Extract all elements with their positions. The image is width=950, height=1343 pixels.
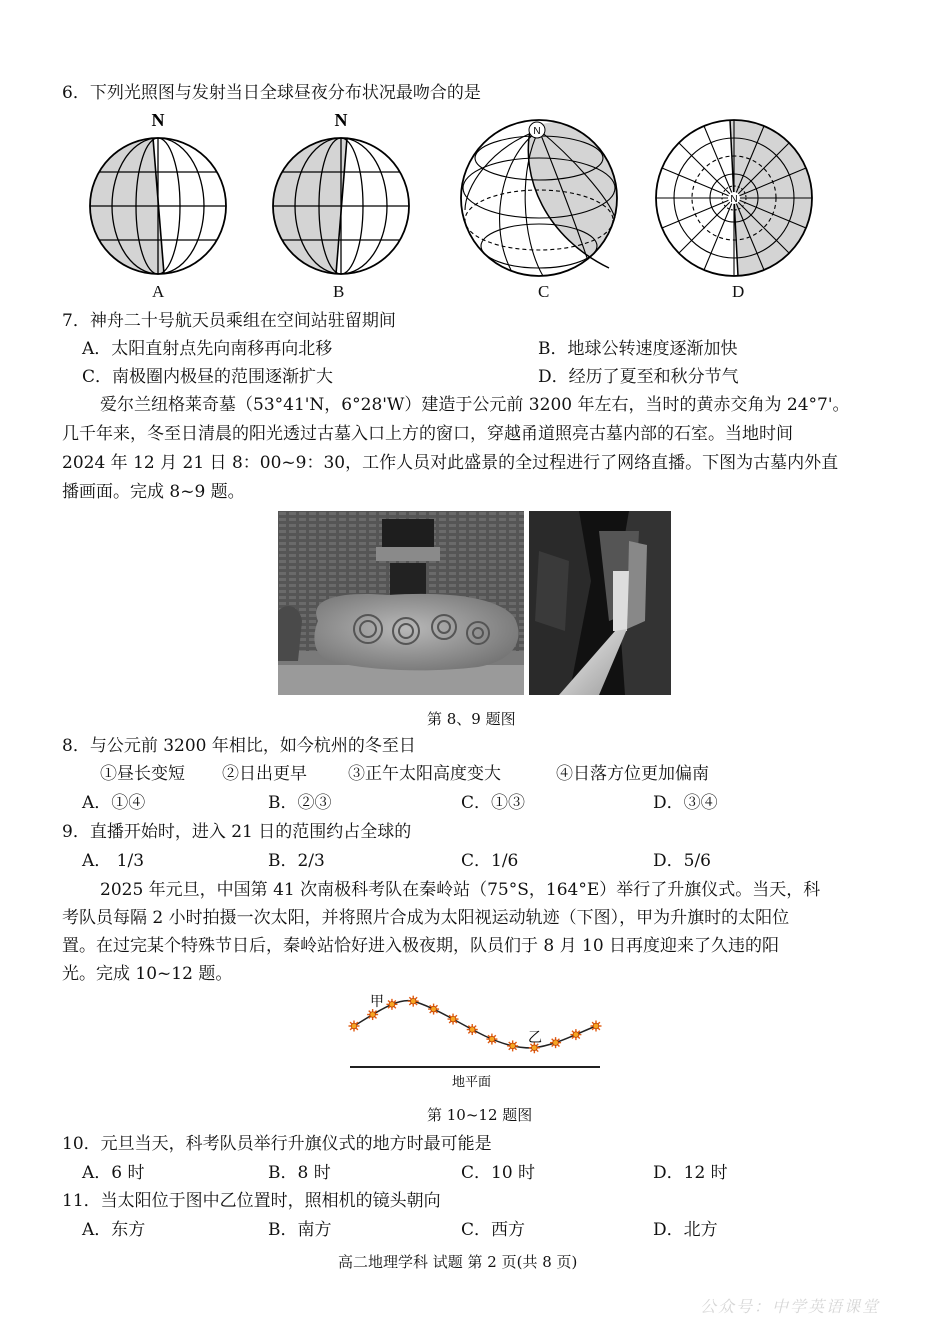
q9-option-a: A． 1/3 — [82, 851, 145, 871]
page-footer: 高二地理学科 试题 第 2 页(共 8 页) — [338, 1253, 578, 1271]
sun-marker — [507, 1040, 518, 1051]
north-mark-c: N — [533, 126, 541, 137]
passage2-line2: 考队员每隔 2 小时拍摄一次太阳，并将照片合成为太阳视运动轨迹（下图），甲为升旗时的太阳位 — [62, 908, 790, 928]
north-mark-b: N — [334, 110, 348, 130]
q10-option-b: B．8 时 — [268, 1163, 331, 1183]
q11-option-d: D．北方 — [653, 1220, 718, 1240]
label-jia: 甲 — [370, 994, 384, 1010]
passage2-line4: 光。完成 10~12 题。 — [62, 964, 233, 984]
horizon-label: 地平面 — [452, 1075, 492, 1090]
tomb-exterior-photo — [278, 511, 524, 695]
sun-marker — [386, 999, 397, 1010]
passage2-line3: 置。在过完某个特殊节日后，秦岭站恰好进入极夜期，队员们于 8 月 10 日再度迎来了久违的阳 — [62, 936, 780, 956]
passage2-line1: 2025 年元旦，中国第 41 次南极科考队在秦岭站（75°S，164°E）举行了升旗仪式。当天，科 — [100, 880, 821, 900]
q11-option-a: A．东方 — [82, 1220, 146, 1240]
sun-marker — [408, 996, 419, 1007]
north-mark-d: N — [730, 194, 738, 205]
q9-option-d: D．5/6 — [653, 851, 711, 871]
q8-option-c: C．①③ — [461, 793, 526, 813]
sun-marker — [367, 1009, 378, 1020]
q11-option-b: B．南方 — [268, 1220, 332, 1240]
sun-marker — [591, 1021, 602, 1032]
passage1-line4: 播画面。完成 8~9 题。 — [62, 482, 245, 502]
q8-item-4: ④日落方位更加偏南 — [556, 764, 709, 784]
q8-item-2: ②日出更早 — [222, 764, 307, 784]
q7-option-d: D．经历了夏至和秋分节气 — [538, 367, 739, 387]
tomb-interior-photo — [529, 511, 671, 695]
passage1-line2: 几千年来，冬至日清晨的阳光透过古墓入口上方的窗口，穿越甬道照亮古墓内部的石室。当地时间 — [62, 424, 793, 444]
sun-marker — [349, 1021, 360, 1032]
figure-label-d: D — [732, 282, 745, 301]
q8-option-a: A．①④ — [82, 793, 146, 813]
q7-option-a: A．太阳直射点先向南移再向北移 — [82, 339, 333, 359]
q7-option-c: C．南极圈内极昼的范围逐渐扩大 — [82, 367, 334, 387]
q8-stem: 8．与公元前 3200 年相比，如今杭州的冬至日 — [62, 736, 416, 756]
sun-marker — [467, 1024, 478, 1035]
q6-stem: 6．下列光照图与发射当日全球昼夜分布状况最吻合的是 — [62, 83, 481, 103]
sun-path-figure — [340, 990, 610, 1095]
q8-option-d: D．③④ — [653, 793, 718, 813]
sun-markers — [349, 996, 602, 1054]
q7-option-b: B．地球公转速度逐渐加快 — [538, 339, 738, 359]
sun-marker — [428, 1004, 439, 1015]
q8-item-3: ③正午太阳高度变大 — [348, 764, 501, 784]
watermark: 公众号：中学英语课堂 — [700, 1297, 881, 1316]
q9-stem: 9．直播开始时，进入 21 日的范围约占全球的 — [62, 822, 412, 842]
globe-b-figure — [269, 108, 413, 283]
globe-c-figure — [459, 118, 619, 278]
q10-stem: 10．元旦当天，科考队员举行升旗仪式的地方时最可能是 — [62, 1134, 492, 1154]
figure-label-c: C — [538, 282, 550, 301]
q11-stem: 11．当太阳位于图中乙位置时，照相机的镜头朝向 — [62, 1191, 441, 1211]
q7-stem: 7．神舟二十号航天员乘组在空间站驻留期间 — [62, 311, 396, 331]
globe-d-figure — [654, 118, 814, 278]
sun-marker — [448, 1014, 459, 1025]
north-mark-a: N — [151, 110, 165, 130]
q9-option-b: B．2/3 — [268, 851, 325, 871]
figure-label-a: A — [152, 282, 165, 301]
passage1-line3: 2024 年 12 月 21 日 8：00~9：30，工作人员对此盛景的全过程进行了网络直播。下图为古墓内外直 — [62, 453, 839, 473]
q9-option-c: C．1/6 — [461, 851, 519, 871]
sun-marker — [550, 1037, 561, 1048]
q10-option-d: D．12 时 — [653, 1163, 728, 1183]
q10-option-c: C．10 时 — [461, 1163, 536, 1183]
q11-option-c: C．西方 — [461, 1220, 526, 1240]
sun-marker — [570, 1029, 581, 1040]
q8-option-b: B．②③ — [268, 793, 332, 813]
sun-path-curve — [354, 1001, 596, 1048]
label-yi: 乙 — [528, 1030, 542, 1046]
figure-label-b: B — [333, 282, 345, 301]
q8-item-1: ①昼长变短 — [100, 764, 185, 784]
passage1-line1: 爱尔兰纽格莱奇墓（53°41'N，6°28'W）建造于公元前 3200 年左右，当时的黄赤交角为 24°7'。 — [100, 395, 850, 415]
q10-option-a: A．6 时 — [82, 1163, 145, 1183]
globe-a-figure — [86, 108, 230, 283]
sun-marker — [486, 1034, 497, 1045]
photo-caption: 第 8、9 题图 — [427, 710, 516, 728]
sun-caption: 第 10~12 题图 — [427, 1106, 533, 1124]
